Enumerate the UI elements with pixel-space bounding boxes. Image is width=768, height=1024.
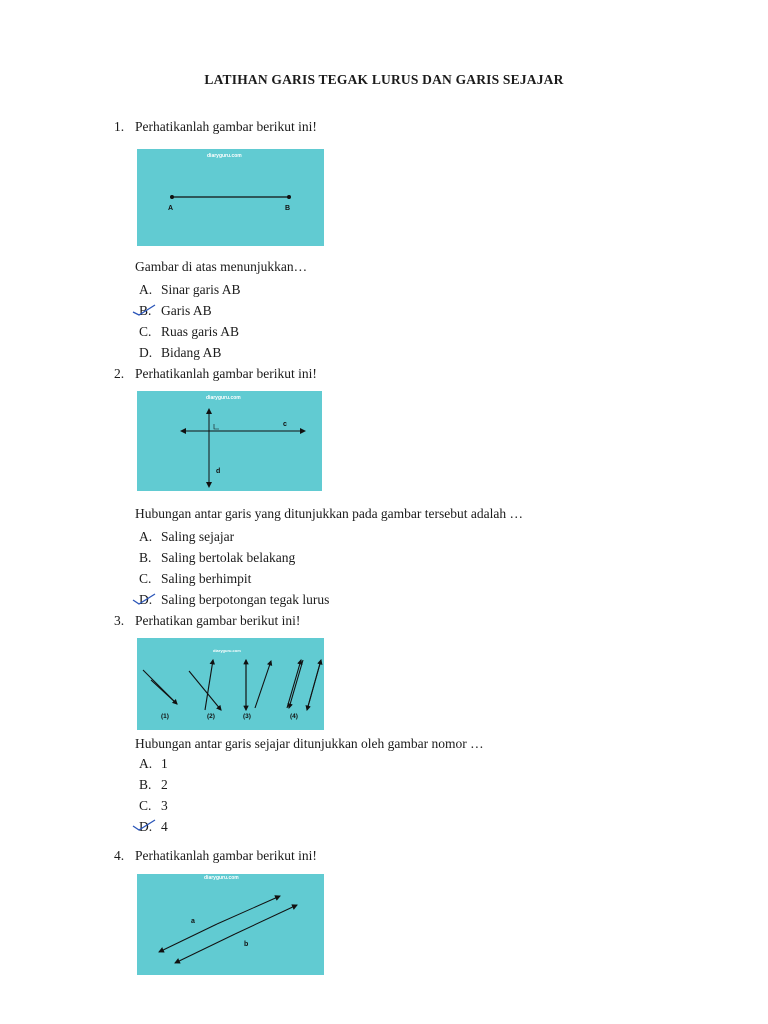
- question-1: [114, 119, 317, 135]
- label-b: B: [285, 205, 291, 212]
- option-letter: A.: [139, 282, 153, 297]
- option-text: 1: [161, 756, 168, 771]
- label-d: d: [216, 468, 221, 475]
- option-letter: D.: [139, 592, 153, 607]
- label-c: c: [283, 421, 287, 428]
- option-text: Saling berpotongan tegak lurus: [161, 592, 330, 607]
- option-text: Garis AB: [161, 303, 212, 318]
- option-letter: C.: [139, 798, 152, 813]
- line-pairs-diagram: [137, 638, 324, 730]
- option-letter: A.: [139, 756, 153, 771]
- watermark: diaryguru.com: [207, 153, 242, 159]
- option-text: 3: [161, 798, 168, 813]
- question-number: 3.: [114, 613, 125, 628]
- option-text: Saling berhimpit: [161, 571, 252, 586]
- point-b: [287, 195, 291, 199]
- question-prompt: Perhatikanlah gambar berikut ini!: [135, 119, 317, 134]
- option-text: Ruas garis AB: [161, 324, 240, 339]
- option-c: [139, 571, 251, 587]
- question-stem: Gambar di atas menunjukkan…: [135, 259, 308, 274]
- right-angle-mark: [214, 424, 219, 429]
- watermark: diaryguru.com: [206, 395, 241, 401]
- watermark: diaryguru.com: [204, 875, 239, 881]
- question-number: 4.: [114, 848, 125, 863]
- figure-parallel-lines: [137, 874, 324, 975]
- option-c: [139, 798, 168, 814]
- option-d: [139, 345, 221, 361]
- question-prompt: Perhatikan gambar berikut ini!: [135, 613, 301, 628]
- perpendicular-diagram: [137, 391, 322, 491]
- label-2: (2): [207, 713, 215, 720]
- question-stem: Hubungan antar garis yang ditunjukkan pada gambar tersebut adalah …: [135, 506, 523, 521]
- label-a: A: [168, 205, 174, 212]
- question-4: [114, 848, 317, 864]
- option-b: [139, 550, 295, 566]
- option-text: Sinar garis AB: [161, 282, 241, 297]
- check-mark-icon: [131, 592, 157, 606]
- question-stem: Hubungan antar garis sejajar ditunjukkan oleh gambar nomor …: [135, 736, 484, 751]
- option-letter: C.: [139, 571, 152, 586]
- option-a: [139, 282, 241, 298]
- option-a: [139, 756, 168, 772]
- question-3: [114, 613, 300, 629]
- question-number: 1.: [114, 119, 125, 134]
- page-title: LATIHAN GARIS TEGAK LURUS DAN GARIS SEJAJAR: [204, 72, 564, 87]
- option-letter: B.: [139, 777, 152, 792]
- label-b: b: [244, 941, 249, 948]
- option-a: [139, 529, 234, 545]
- label-a: a: [191, 918, 195, 925]
- question-prompt: Perhatikanlah gambar berikut ini!: [135, 366, 317, 381]
- parallel-lines-diagram: [137, 874, 324, 975]
- option-letter: D.: [139, 819, 153, 834]
- label-1: (1): [161, 713, 169, 720]
- check-mark-icon: [131, 303, 157, 317]
- option-text: Saling bertolak belakang: [161, 550, 296, 565]
- option-letter: D.: [139, 345, 153, 360]
- question-prompt: Perhatikanlah gambar berikut ini!: [135, 848, 317, 863]
- option-letter: C.: [139, 324, 152, 339]
- option-letter: B.: [139, 550, 152, 565]
- option-text: Saling sejajar: [161, 529, 235, 544]
- label-4: (4): [290, 713, 298, 720]
- watermark: diaryguru.com: [213, 648, 241, 653]
- figure-line-pairs: [137, 638, 324, 730]
- option-c: [139, 324, 239, 340]
- check-mark-icon: [131, 818, 157, 832]
- option-letter: A.: [139, 529, 153, 544]
- option-letter: B.: [139, 303, 152, 318]
- point-a: [170, 195, 174, 199]
- option-text: 4: [161, 819, 168, 834]
- figure-line-segment-ab: [137, 149, 324, 246]
- option-b: [139, 777, 168, 793]
- option-text: 2: [161, 777, 168, 792]
- question-2: [114, 366, 317, 382]
- option-text: Bidang AB: [161, 345, 222, 360]
- option-d: [139, 592, 329, 608]
- label-3: (3): [243, 713, 251, 720]
- question-number: 2.: [114, 366, 125, 381]
- line-ab-diagram: [137, 149, 324, 246]
- figure-perpendicular-lines: [137, 391, 322, 491]
